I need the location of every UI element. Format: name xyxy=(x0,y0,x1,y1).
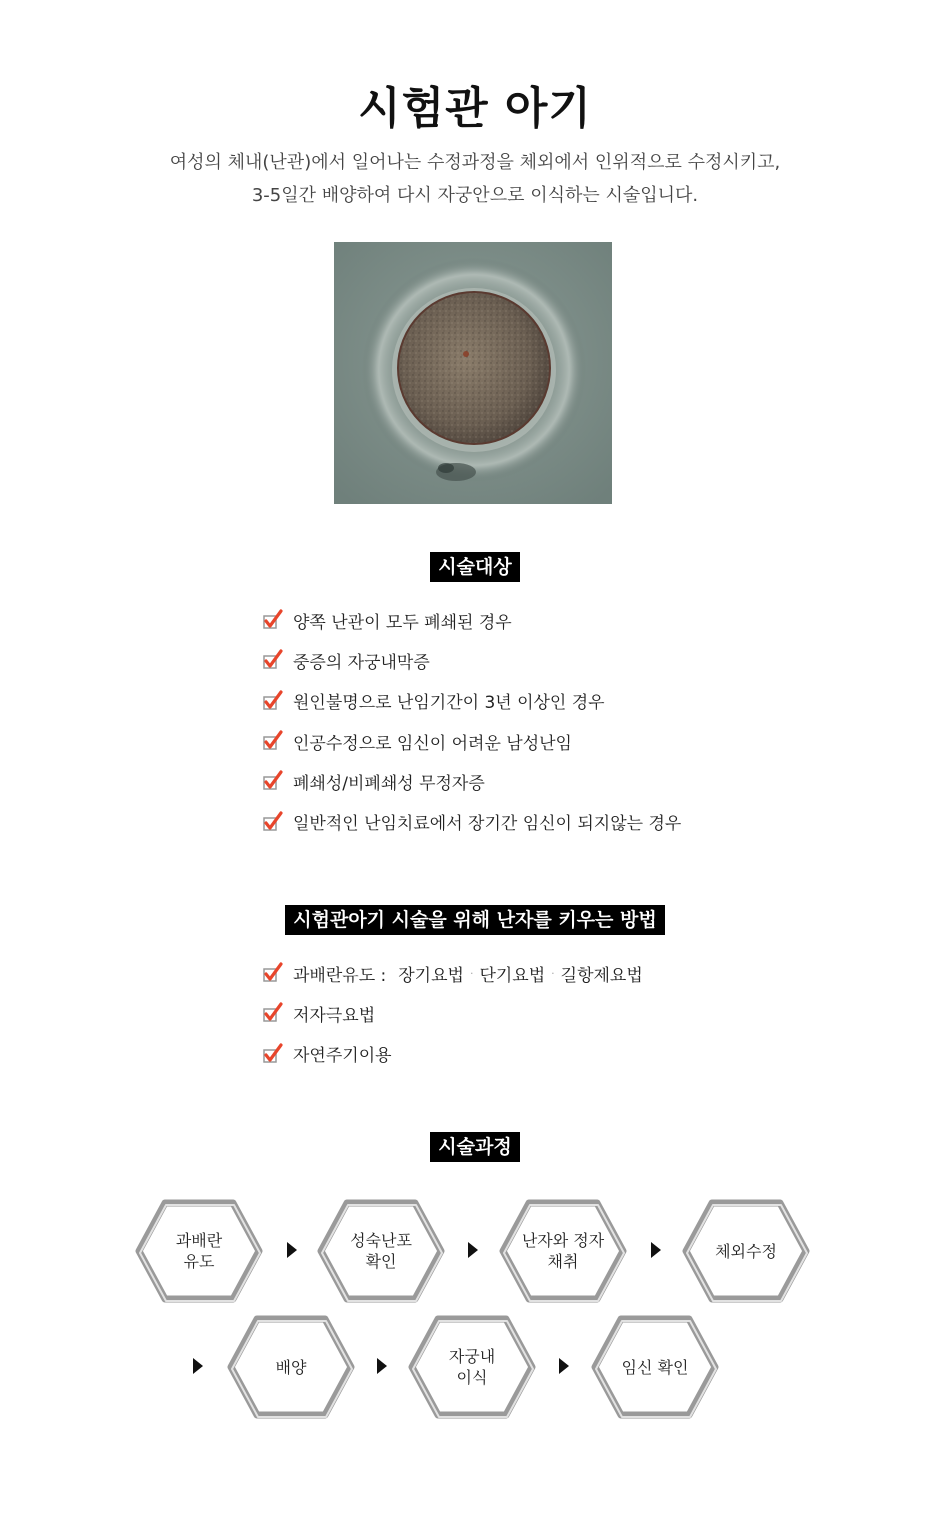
check-icon xyxy=(262,609,284,631)
list-item xyxy=(262,953,643,993)
process-step-label: 자궁내 이식 xyxy=(448,1347,496,1387)
method-text: 저자극요법 xyxy=(293,1005,376,1026)
oocyte-microscope-image xyxy=(334,242,612,504)
separator-dot: · xyxy=(469,966,474,980)
check-icon xyxy=(262,1002,284,1024)
triangle-right-icon xyxy=(468,1242,478,1258)
description-line-2: 3-5일간 배양하여 다시 자궁안으로 이식하는 시술입니다. xyxy=(251,185,699,206)
process-step xyxy=(227,1313,355,1421)
check-icon xyxy=(262,962,284,984)
page-description xyxy=(0,146,950,212)
list-item xyxy=(262,681,681,721)
list-item xyxy=(262,721,681,761)
target-text: 폐쇄성/비폐쇄성 무정자증 xyxy=(293,773,485,794)
methods-list xyxy=(262,953,643,1074)
check-icon xyxy=(262,1043,284,1065)
process-step-label: 성숙난포 확인 xyxy=(350,1231,412,1271)
check-icon xyxy=(262,690,284,712)
triangle-right-icon xyxy=(559,1358,569,1374)
process-step-label: 배양 xyxy=(275,1357,307,1377)
process-step xyxy=(499,1197,627,1305)
target-text: 양쪽 난관이 모두 폐쇄된 경우 xyxy=(293,612,512,633)
separator-dot: · xyxy=(551,966,555,980)
triangle-right-icon xyxy=(287,1242,297,1258)
target-text: 일반적인 난임치료에서 장기간 임신이 되지않는 경우 xyxy=(293,814,682,835)
triangle-right-icon xyxy=(377,1358,387,1374)
triangle-right-icon xyxy=(193,1358,203,1374)
process-step-label: 과배란 유도 xyxy=(175,1231,223,1271)
method-option: 단기요법 xyxy=(479,965,546,986)
method-prefix: 과배란유도 : xyxy=(293,965,387,986)
method-text: 자연주기이용 xyxy=(293,1046,392,1067)
targets-heading-wrap xyxy=(0,552,950,582)
process-step xyxy=(408,1313,536,1421)
process-step xyxy=(682,1197,810,1305)
process-step xyxy=(135,1197,263,1305)
check-icon xyxy=(262,770,284,792)
list-item xyxy=(262,640,681,680)
targets-heading: 시술대상 xyxy=(430,552,519,582)
process-step-label: 난자와 정자 채취 xyxy=(521,1231,605,1271)
method-option: 길항제요법 xyxy=(560,965,643,986)
method-option: 장기요법 xyxy=(398,965,464,986)
process-step xyxy=(591,1313,719,1421)
target-text: 중증의 자궁내막증 xyxy=(293,652,430,673)
methods-heading-wrap xyxy=(0,905,950,935)
triangle-right-icon xyxy=(651,1242,661,1258)
check-icon xyxy=(262,649,284,671)
process-step-label: 임신 확인 xyxy=(621,1357,689,1377)
process-heading-wrap xyxy=(0,1132,950,1162)
process-step xyxy=(317,1197,445,1305)
description-line-1: 여성의 체내(난관)에서 일어나는 수정과정을 체외에서 인위적으로 수정시키고, xyxy=(169,152,781,173)
target-text: 원인불명으로 난임기간이 3년 이상인 경우 xyxy=(293,693,605,714)
process-heading: 시술과정 xyxy=(430,1132,519,1162)
page-title: 시험관 아기 xyxy=(358,83,592,134)
check-icon xyxy=(262,730,284,752)
list-item xyxy=(262,761,681,801)
methods-heading: 시험관아기 시술을 위해 난자를 키우는 방법 xyxy=(285,905,664,935)
list-item xyxy=(262,1034,643,1074)
targets-list xyxy=(262,600,681,842)
list-item xyxy=(262,600,681,640)
process-step-label: 체외수정 xyxy=(715,1241,777,1261)
target-text: 인공수정으로 임신이 어려운 남성난임 xyxy=(293,733,572,754)
list-item xyxy=(262,993,643,1033)
list-item xyxy=(262,801,681,841)
check-icon xyxy=(262,811,284,833)
